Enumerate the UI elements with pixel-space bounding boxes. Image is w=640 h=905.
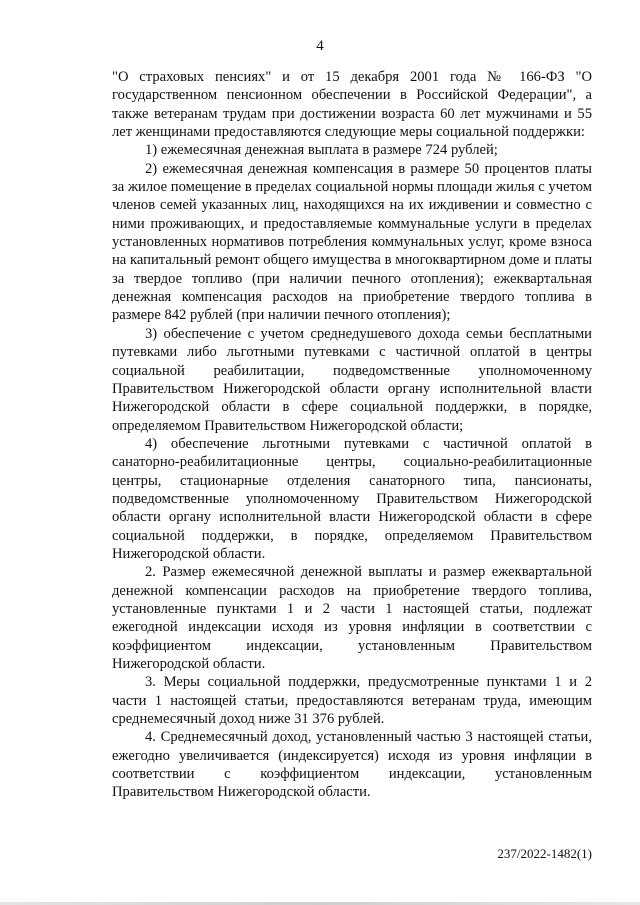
document-code: 237/2022-1482(1) [497,846,592,861]
list-item-2: 2) ежемесячная денежная компенсация в размере 50 процентов платы за жилое помещение в пределах социальной нормы площади жилья с учетом членов семей указанных лиц, находящихся на их иждивении и совместно с ними проживающих, и предоставляемые коммунальные услуги в пределах установленных нормативов потребления коммунальных услуг, кроме взноса на капитальный ремонт общего имущества в многоквартирном доме и платы за твердое топливо (при наличии печного отопления); ежеквартальная денежная компенсация расходов на приобретение твердого топлива в размере 842 рублей (при наличии печного отопления); [112,160,592,324]
paragraph-continuation: "О страховых пенсиях" и от 15 декабря 2001 года № 166-ФЗ "О государственном пенсионном обеспечении в Российской Федерации", а также ветеранам трудам при достижении возраста 60 лет мужчинами и 55 лет женщинами предоставляются следующие меры социальной поддержки: [112,69,592,141]
clause-2: 2. Размер ежемесячной денежной выплаты и размер ежеквартальной денежной компенсации расходов на приобретение твердого топлива, установленные пунктами 1 и 2 части 1 настоящей статьи, подлежат ежегодной индексации исходя из уровня инфляции в соответствии с коэффициентом индексации, установленным Правительством Нижегородской области. [112,564,592,672]
list-item-3: 3) обеспечение с учетом среднедушевого дохода семьи бесплатными путевками либо льготными путевками с частичной оплатой в центры социальной реабилитации, подведомственные уполномоченному Правительством Нижегородской области органу исполнительной власти Нижегородской области в сфере социальной поддержки, в порядке, определяемом Правительством Нижегородской области; [112,325,592,434]
page-number: 4 [316,38,324,54]
document-body [112,68,592,802]
clause-3: 3. Меры социальной поддержки, предусмотренные пунктами 1 и 2 части 1 настоящей статьи, предоставляются ветеранам труда, имеющим среднемесячный доход ниже 31 376 рублей. [112,674,592,728]
list-item-4: 4) обеспечение льготными путевками с частичной оплатой в санаторно-реабилитационные центры, социально-реабилитационные центры, стационарные отделения санаторного типа, пансионаты, подведомственные уполномоченному Правительством Нижегородской области органу исполнительной власти Нижегородской области в сфере социальной поддержки, в порядке, определяемом Правительством Нижегородской области. [112,435,592,562]
clause-4: 4. Среднемесячный доход, установленный частью 3 настоящей статьи, ежегодно увеличивается (индексируется) исходя из уровня инфляции в соответствии с коэффициентом индексации, установленным Правительством Нижегородской области. [112,729,592,801]
list-item-1: 1) ежемесячная денежная выплата в размере 724 рублей; [145,142,498,159]
